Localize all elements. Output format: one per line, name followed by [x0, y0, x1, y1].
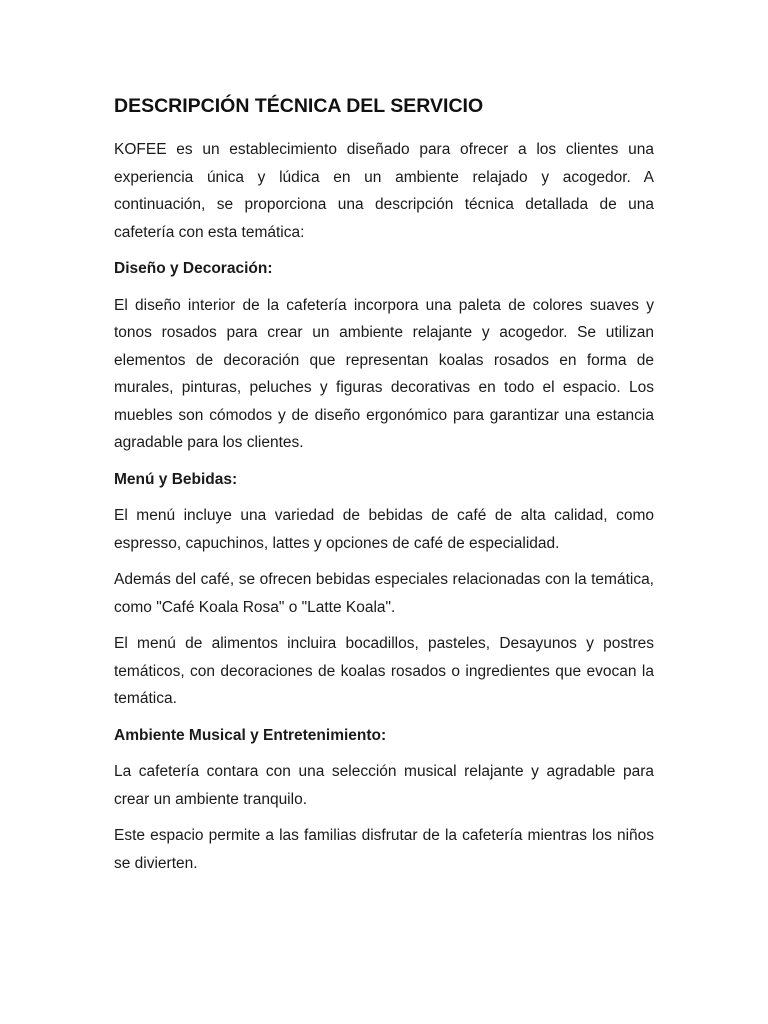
- ambiente-paragraph-1: La cafetería contara con una selección musical relajante y agradable para crear un ambiente tranquilo.: [114, 763, 654, 808]
- document-page: [114, 92, 654, 886]
- diseno-paragraph: El diseño interior de la cafetería incorpora una paleta de colores suaves y tonos rosados para crear un ambiente relajante y acogedor. Se utilizan elementos de decoración que representan koalas rosados en forma de murales, pinturas, peluches y figuras decorativas en todo el espacio. Los muebles son cómodos y de diseño ergonómico para garantizar una estancia agradable para los clientes.: [114, 296, 654, 451]
- section-heading-menu: Menú y Bebidas:: [114, 470, 238, 488]
- section-heading-ambiente: Ambiente Musical y Entretenimiento:: [114, 726, 387, 744]
- intro-paragraph: KOFEE es un establecimiento diseñado para ofrecer a los clientes una experiencia única y lúdica en un ambiente relajado y acogedor. A continuación, se proporciona una descripción técnica detallada de una cafetería con esta temática:: [114, 141, 654, 241]
- section-heading-diseno: Diseño y Decoración:: [114, 260, 273, 277]
- menu-paragraph-1: El menú incluye una variedad de bebidas de café de alta calidad, como espresso, capuchinos, lattes y opciones de café de especialidad.: [114, 507, 654, 552]
- document-title: DESCRIPCIÓN TÉCNICA DEL SERVICIO: [114, 95, 484, 117]
- menu-paragraph-2: Además del café, se ofrecen bebidas especiales relacionadas con la temática, como "Café Koala Rosa" o "Latte Koala".: [114, 571, 654, 616]
- menu-paragraph-3: El menú de alimentos incluira bocadillos, pasteles, Desayunos y postres temáticos, con decoraciones de koalas rosados o ingredientes que evocan la temática.: [114, 635, 654, 707]
- ambiente-paragraph-2: Este espacio permite a las familias disfrutar de la cafetería mientras los niños se divierten.: [114, 827, 654, 872]
